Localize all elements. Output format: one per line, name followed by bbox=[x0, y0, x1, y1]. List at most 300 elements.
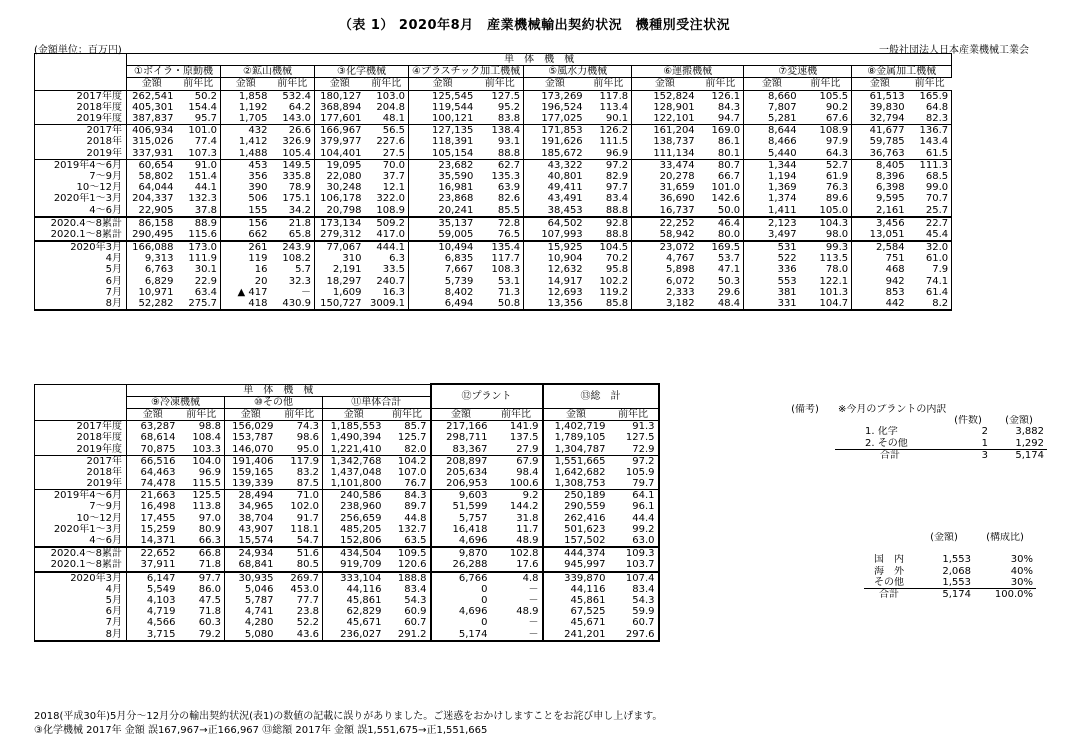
row-label: 2017年度 bbox=[35, 421, 127, 433]
amount-cell: 1,858 bbox=[221, 90, 271, 102]
table-row bbox=[35, 217, 952, 229]
amount-cell: 22,080 bbox=[315, 171, 365, 182]
ratio-cell: 125.7 bbox=[397, 432, 427, 444]
row-label: 2020年1～3月 bbox=[35, 524, 127, 535]
ratio-cell: 109.3 bbox=[609, 547, 659, 559]
ratio-cell: 83.4 bbox=[609, 584, 659, 595]
amount-cell: 4,103 bbox=[127, 595, 179, 606]
ratio-cell: 91.3 bbox=[609, 421, 659, 433]
amount-cell: 40,801 bbox=[524, 171, 586, 182]
share-row bbox=[864, 566, 1036, 577]
amount-cell: 155 bbox=[221, 204, 271, 216]
amount-header: 金額 bbox=[524, 78, 586, 90]
amount-cell: 553 bbox=[744, 276, 800, 287]
ratio-cell: 32.3 bbox=[288, 275, 311, 287]
header-row bbox=[35, 66, 952, 78]
table-row bbox=[35, 171, 952, 182]
organization-label: 一般社団法人日本産業機械工業会 bbox=[879, 45, 1029, 56]
table-row bbox=[35, 264, 952, 275]
table-row bbox=[35, 501, 659, 512]
amount-cell: 22,905 bbox=[127, 204, 177, 216]
table-row bbox=[35, 159, 952, 171]
amount-cell: 4,767 bbox=[632, 253, 698, 264]
ratio-cell: 92.8 bbox=[586, 217, 632, 229]
amount-cell: 104,401 bbox=[315, 148, 365, 160]
row-label: 8月 bbox=[35, 628, 127, 640]
table-row bbox=[35, 513, 659, 524]
ratio-cell: 127.5 bbox=[609, 432, 659, 443]
amount-cell: 7,667 bbox=[409, 264, 477, 275]
plant-breakdown-table bbox=[775, 404, 1047, 461]
amount-header: 金額 bbox=[225, 408, 277, 420]
ratio-cell: 104.5 bbox=[586, 241, 632, 253]
ratio-cell: 98.8 bbox=[198, 421, 221, 433]
amount-cell: 68,614 bbox=[127, 432, 179, 443]
amount-cell: 191,626 bbox=[524, 136, 586, 147]
table-row bbox=[35, 584, 659, 595]
ratio-cell: 60.9 bbox=[404, 606, 427, 618]
machine-table-1 bbox=[34, 53, 952, 311]
ratio-cell: 63.4 bbox=[194, 286, 217, 298]
ratio-cell: 61.5 bbox=[908, 148, 952, 160]
ratio-cell: 50.0 bbox=[698, 204, 744, 216]
ratio-cell: 70.2 bbox=[605, 253, 629, 265]
ratio-cell: 108.9 bbox=[365, 204, 409, 216]
amount-cell: 6,147 bbox=[127, 572, 179, 584]
ratio-cell: 80.0 bbox=[698, 229, 744, 241]
amount-cell: 1,411 bbox=[744, 204, 800, 216]
remarks-label: (備考) bbox=[791, 404, 819, 416]
ratio-header: 前年比 bbox=[698, 78, 744, 90]
ratio-cell: 82.0 bbox=[385, 443, 431, 455]
row-label: 2017年 bbox=[35, 125, 127, 137]
row-label: 7～9月 bbox=[35, 501, 127, 512]
amount-cell: 0 bbox=[431, 617, 491, 628]
table-row bbox=[35, 455, 659, 467]
ratio-cell: 6.3 bbox=[389, 253, 405, 265]
amount-cell: 16 bbox=[221, 264, 271, 275]
amount-cell: 390 bbox=[221, 182, 271, 193]
amount-cell: 9,595 bbox=[852, 193, 908, 204]
total-amount: 5,174 bbox=[991, 449, 1047, 461]
remarks-row bbox=[775, 438, 1047, 450]
amount-cell: 146,070 bbox=[225, 443, 277, 455]
amount-header: 金額 bbox=[852, 78, 908, 90]
count-header: (件数) bbox=[954, 415, 982, 427]
ratio-cell: 80.7 bbox=[698, 159, 744, 171]
amount-cell: 22,652 bbox=[127, 547, 179, 559]
ratio-cell: 88.8 bbox=[586, 229, 632, 241]
ratio-cell: 107.0 bbox=[397, 466, 427, 478]
amount-cell: 336 bbox=[744, 264, 800, 275]
ratio-cell: 165.9 bbox=[908, 90, 952, 102]
ratio-cell: 21.8 bbox=[271, 217, 315, 229]
ratio-cell: 107.3 bbox=[177, 148, 221, 160]
ratio-cell: 67.9 bbox=[491, 455, 543, 467]
cell bbox=[35, 384, 127, 421]
amount-cell: 36,690 bbox=[632, 193, 698, 204]
cell bbox=[864, 532, 914, 543]
row-label: 6月 bbox=[35, 276, 127, 287]
amount-cell: 58,802 bbox=[127, 171, 177, 182]
ratio-cell: 96.9 bbox=[586, 148, 632, 160]
ratio-cell: 532.4 bbox=[282, 90, 311, 102]
amount-cell: 60,654 bbox=[127, 159, 177, 171]
amount-cell: 10,494 bbox=[409, 241, 477, 253]
amount-cell: 468 bbox=[852, 264, 908, 275]
amount-cell: 107,993 bbox=[524, 229, 586, 241]
total-count: 3 bbox=[945, 449, 991, 461]
region-label: 海 外 bbox=[874, 565, 904, 577]
row-label: 2020.1～8累計 bbox=[35, 229, 127, 241]
amount-cell: 152,806 bbox=[323, 535, 385, 547]
ratio-cell: 102.0 bbox=[290, 501, 319, 513]
total-label: 合計 bbox=[864, 588, 914, 600]
table-row bbox=[35, 253, 952, 264]
amount-cell: 205,634 bbox=[431, 467, 491, 478]
ratio-header: 前年比 bbox=[586, 78, 632, 90]
ratio-cell: 107.4 bbox=[609, 572, 659, 584]
ratio-cell: 48.1 bbox=[365, 113, 409, 125]
ratio-cell: 76.5 bbox=[476, 229, 523, 241]
ratio-cell: 61.0 bbox=[908, 253, 952, 264]
table-row bbox=[35, 287, 952, 298]
ratio-cell: 84.3 bbox=[717, 101, 741, 113]
region-amount: 1,553 bbox=[942, 554, 971, 566]
amount-header: (金額) bbox=[1005, 415, 1033, 427]
ratio-cell: 93.1 bbox=[497, 136, 521, 148]
table-row bbox=[35, 125, 952, 137]
ratio-cell: 88.9 bbox=[177, 217, 221, 229]
ratio-cell: 63.9 bbox=[497, 182, 521, 194]
amount-header: 金額 bbox=[543, 408, 609, 420]
ratio-cell: － bbox=[491, 628, 543, 640]
amount-cell: 106,178 bbox=[315, 193, 365, 204]
amount-cell: 9,313 bbox=[127, 253, 177, 264]
amount-cell: 10,971 bbox=[127, 287, 177, 298]
ratio-cell: 204.8 bbox=[376, 101, 405, 113]
amount-cell: 35,137 bbox=[409, 217, 477, 229]
table-row bbox=[35, 241, 952, 253]
table-row bbox=[35, 229, 952, 241]
amount-cell: 191,406 bbox=[225, 455, 277, 467]
ratio-cell: 111.3 bbox=[908, 159, 952, 171]
ratio-cell: 103.3 bbox=[179, 443, 225, 455]
ratio-cell: 31.8 bbox=[491, 513, 543, 524]
ratio-cell: 227.6 bbox=[376, 136, 405, 148]
ratio-cell: 125.5 bbox=[179, 490, 225, 502]
amount-cell: 261 bbox=[221, 241, 271, 253]
amount-cell: 406,934 bbox=[127, 125, 177, 137]
ratio-cell: 33.5 bbox=[382, 264, 405, 276]
ratio-cell: 3009.1 bbox=[365, 298, 409, 310]
ratio-cell: 80.1 bbox=[698, 148, 744, 160]
amount-cell: 531 bbox=[744, 241, 800, 253]
row-label: 7月 bbox=[35, 617, 127, 628]
table-row bbox=[35, 443, 659, 455]
ratio-cell: 453.0 bbox=[290, 583, 319, 595]
amount-cell: 4,566 bbox=[127, 617, 179, 628]
total-label: 合計 bbox=[835, 449, 945, 461]
amount-header: 金額 bbox=[632, 78, 698, 90]
amount-cell: 68,841 bbox=[225, 559, 277, 571]
page-title: （表 1） 2020年8月 産業機械輸出契約状況 機種別受注状況 bbox=[338, 18, 731, 33]
amount-cell: 662 bbox=[221, 229, 271, 241]
ratio-cell: 141.9 bbox=[491, 421, 543, 433]
ratio-cell: 97.7 bbox=[179, 572, 225, 584]
amount-cell: 122,101 bbox=[632, 113, 698, 125]
amount-cell: 100,121 bbox=[409, 113, 477, 125]
ratio-cell: 98.4 bbox=[491, 467, 543, 478]
ratio-cell: 127.5 bbox=[491, 90, 521, 102]
amount-cell: 35,590 bbox=[409, 171, 477, 182]
ratio-header: 前年比 bbox=[277, 408, 323, 420]
amount-cell: 6,398 bbox=[852, 182, 908, 193]
ratio-cell: 66.3 bbox=[179, 535, 225, 547]
row-label: 2020年3月 bbox=[35, 572, 127, 584]
amount-cell: 6,766 bbox=[431, 572, 491, 584]
ratio-cell: 74.3 bbox=[296, 421, 319, 433]
ratio-cell: 64.2 bbox=[288, 101, 311, 113]
ratio-cell: 54.3 bbox=[404, 594, 427, 606]
amount-cell: 16,981 bbox=[409, 182, 477, 193]
amount-cell: 5,739 bbox=[409, 276, 477, 287]
row-label: 6月 bbox=[35, 606, 127, 617]
ratio-cell: 54.7 bbox=[277, 535, 323, 547]
ratio-cell: － bbox=[491, 595, 543, 606]
amount-cell: 26,288 bbox=[431, 559, 491, 571]
ratio-cell: － bbox=[301, 286, 311, 298]
ratio-cell: 90.1 bbox=[586, 113, 632, 125]
ratio-cell: 111.9 bbox=[188, 253, 217, 265]
amount-cell: 8,405 bbox=[852, 159, 908, 171]
plant-share-table bbox=[864, 532, 1036, 600]
correction-detail: ③化学機械 2017年 金額 誤167,967→正166,967 ⑬総額 2017年 金額 誤1,551,675→正1,551,665 bbox=[34, 725, 488, 736]
amount-cell: 22,252 bbox=[632, 217, 698, 229]
machine-header: ⑩その他 bbox=[225, 396, 323, 408]
amount-cell: 127,135 bbox=[409, 125, 477, 137]
amount-cell: 1,609 bbox=[315, 287, 365, 298]
group-header: 単 体 機 械 bbox=[127, 384, 431, 396]
spacer-row bbox=[864, 543, 1036, 554]
remarks-title-row bbox=[775, 404, 1047, 415]
ratio-cell: 100.6 bbox=[491, 478, 543, 490]
ratio-cell: 67.6 bbox=[800, 113, 852, 125]
ratio-cell: 240.7 bbox=[376, 275, 405, 287]
ratio-cell: 50.2 bbox=[194, 90, 217, 102]
ratio-cell: 83.4 bbox=[605, 193, 629, 205]
amount-cell: 15,925 bbox=[524, 241, 586, 253]
table-row bbox=[35, 113, 952, 125]
ratio-cell: 71.8 bbox=[179, 559, 225, 571]
amount-cell: 74,478 bbox=[127, 478, 179, 490]
ratio-cell: 85.7 bbox=[404, 421, 427, 433]
amount-cell: 173,269 bbox=[524, 90, 586, 102]
ratio-cell: 66.7 bbox=[717, 170, 741, 182]
ratio-header: 前年比 bbox=[491, 408, 543, 420]
ratio-cell: 59.9 bbox=[609, 606, 659, 617]
ratio-cell: 68.5 bbox=[908, 171, 952, 182]
amount-cell: 20 bbox=[221, 276, 271, 287]
cell bbox=[775, 438, 835, 450]
ratio-cell: 79.2 bbox=[179, 628, 225, 640]
ratio-cell: 65.8 bbox=[271, 229, 315, 241]
ratio-cell: 108.4 bbox=[192, 432, 221, 444]
ratio-cell: 52.2 bbox=[296, 617, 319, 629]
amount-cell: 10,904 bbox=[524, 253, 586, 264]
amount-cell: 171,853 bbox=[524, 125, 586, 137]
amount-cell: 381 bbox=[744, 287, 800, 298]
total-ratio: 100.0% bbox=[974, 588, 1036, 600]
amount-cell: 2,191 bbox=[315, 264, 365, 275]
ratio-cell: 70.0 bbox=[365, 159, 409, 171]
ratio-cell: 99.3 bbox=[800, 241, 852, 253]
ratio-cell: 37.7 bbox=[382, 170, 405, 182]
ratio-cell: 94.7 bbox=[698, 113, 744, 125]
ratio-cell: 90.2 bbox=[825, 101, 849, 113]
row-label: 4月 bbox=[35, 584, 127, 595]
ratio-cell: 7.9 bbox=[908, 264, 952, 275]
amount-header: 金額 bbox=[431, 408, 491, 420]
amount-cell: 3,715 bbox=[127, 628, 179, 640]
ratio-cell: 96.9 bbox=[198, 466, 221, 478]
amount-cell: 9,870 bbox=[431, 547, 491, 559]
ratio-cell: 80.9 bbox=[198, 523, 221, 535]
region-amount: 1,553 bbox=[942, 576, 971, 588]
ratio-cell: 44.4 bbox=[609, 513, 659, 524]
row-label: 2019年4～6月 bbox=[35, 490, 127, 502]
amount-cell: 156 bbox=[221, 217, 271, 229]
amount-header: 金額 bbox=[409, 78, 477, 90]
amount-cell: 1,304,787 bbox=[543, 443, 609, 455]
amount-cell: 62,829 bbox=[323, 606, 385, 617]
ratio-cell: 74.1 bbox=[908, 276, 952, 287]
amount-cell: 64,463 bbox=[127, 467, 179, 478]
amount-cell: 337,931 bbox=[127, 148, 177, 160]
row-label: 4～6月 bbox=[35, 204, 127, 216]
machine-header: ⑤風水力機械 bbox=[524, 66, 632, 78]
remarks-title: ※今月のプラントの内訳 bbox=[838, 404, 947, 416]
amount-cell: 38,453 bbox=[524, 204, 586, 216]
ratio-cell: 77.4 bbox=[194, 136, 217, 148]
total-amount: 5,174 bbox=[914, 588, 974, 600]
amount-cell: 20,241 bbox=[409, 204, 477, 216]
amount-cell: 945,997 bbox=[543, 559, 609, 571]
ratio-cell: 44.8 bbox=[404, 512, 427, 524]
amount-cell: 1,789,105 bbox=[543, 432, 609, 443]
ratio-cell: 32.0 bbox=[908, 241, 952, 253]
amount-cell: 405,301 bbox=[127, 102, 177, 113]
row-label: 2019年4～6月 bbox=[35, 159, 127, 171]
ratio-cell: 87.5 bbox=[277, 478, 323, 490]
row-label: 4月 bbox=[35, 253, 127, 264]
ratio-cell: 72.9 bbox=[609, 443, 659, 455]
ratio-cell: 326.9 bbox=[282, 136, 311, 148]
ratio-cell: 95.2 bbox=[497, 101, 521, 113]
amount-cell: 63,287 bbox=[127, 421, 179, 433]
ratio-cell: 34.2 bbox=[271, 204, 315, 216]
ratio-cell: 111.5 bbox=[599, 136, 629, 148]
amount-cell: 5,898 bbox=[632, 264, 698, 275]
amount-cell: 37,911 bbox=[127, 559, 179, 571]
amount-cell: 45,671 bbox=[323, 617, 385, 628]
ratio-cell: 105.4 bbox=[271, 148, 315, 160]
amount-cell: 4,741 bbox=[225, 606, 277, 617]
amount-cell: 5,787 bbox=[225, 595, 277, 606]
ratio-cell: 91.0 bbox=[177, 159, 221, 171]
amount-cell: 19,095 bbox=[315, 159, 365, 171]
amount-cell: 919,709 bbox=[323, 559, 385, 571]
amount-cell: 236,027 bbox=[323, 628, 385, 640]
amount-cell: 67,525 bbox=[543, 606, 609, 617]
region-ratio: 30% bbox=[1010, 576, 1033, 588]
amount-cell: 15,574 bbox=[225, 535, 277, 547]
amount-cell: 43,322 bbox=[524, 159, 586, 171]
amount-cell: 125,545 bbox=[409, 90, 477, 102]
amount-cell: 444,374 bbox=[543, 547, 609, 559]
ratio-cell: 105.5 bbox=[819, 90, 849, 102]
amount-cell: 3,456 bbox=[852, 217, 908, 229]
ratio-cell: 78.9 bbox=[288, 182, 311, 194]
ratio-cell: 113.5 bbox=[819, 253, 849, 265]
amount-cell: 368,894 bbox=[315, 102, 365, 113]
ratio-cell: 88.8 bbox=[476, 148, 523, 160]
ratio-cell: 45.4 bbox=[908, 229, 952, 241]
ratio-cell: 335.8 bbox=[282, 170, 311, 182]
amount-cell: 23,072 bbox=[632, 241, 698, 253]
amount-cell: 1,185,553 bbox=[323, 421, 385, 433]
amount-cell: 1,308,753 bbox=[543, 478, 609, 490]
amount-cell: 387,837 bbox=[127, 113, 177, 125]
table-row bbox=[35, 490, 659, 502]
amount-cell: 6,763 bbox=[127, 264, 177, 275]
ratio-cell: 23.8 bbox=[296, 606, 319, 618]
amount-cell: 315,026 bbox=[127, 136, 177, 147]
ratio-cell: 142.6 bbox=[711, 193, 741, 205]
amount-cell: 8,644 bbox=[744, 125, 800, 137]
amount-cell: 159,165 bbox=[225, 467, 277, 478]
amount-cell: 8,660 bbox=[744, 90, 800, 102]
cell bbox=[775, 426, 835, 437]
unit-label: (金額単位：百万円) bbox=[34, 45, 122, 56]
amount-cell: 43,907 bbox=[225, 524, 277, 535]
amount-cell: 6,072 bbox=[632, 276, 698, 287]
amount-cell: 1,221,410 bbox=[323, 443, 385, 455]
ratio-cell: 95.7 bbox=[177, 113, 221, 125]
ratio-cell: 51.6 bbox=[277, 547, 323, 559]
ratio-cell: 136.7 bbox=[908, 125, 952, 137]
ratio-header: 前年比 bbox=[908, 78, 952, 90]
ratio-header: 前年比 bbox=[609, 408, 659, 420]
amount-cell: 5,080 bbox=[225, 628, 277, 640]
ratio-cell: 17.6 bbox=[491, 559, 543, 571]
ratio-cell: 102.8 bbox=[491, 547, 543, 559]
ratio-cell: 48.9 bbox=[491, 606, 543, 617]
ratio-cell: 509.2 bbox=[365, 217, 409, 229]
ratio-cell: 27.9 bbox=[491, 443, 543, 455]
ratio-cell: 91.7 bbox=[296, 512, 319, 524]
plant-header: ⑫プラント bbox=[431, 384, 543, 408]
ratio-cell: 86.1 bbox=[717, 136, 741, 148]
amount-cell: 298,711 bbox=[431, 432, 491, 443]
ratio-cell: 113.4 bbox=[599, 101, 629, 113]
ratio-cell: 62.7 bbox=[476, 159, 523, 171]
amount-cell: 161,204 bbox=[632, 125, 698, 137]
row-label: 2020.4～8累計 bbox=[35, 547, 127, 559]
region-label: その他 bbox=[874, 576, 904, 588]
amount-cell: 256,659 bbox=[323, 513, 385, 524]
amount-cell: 432 bbox=[221, 125, 271, 137]
